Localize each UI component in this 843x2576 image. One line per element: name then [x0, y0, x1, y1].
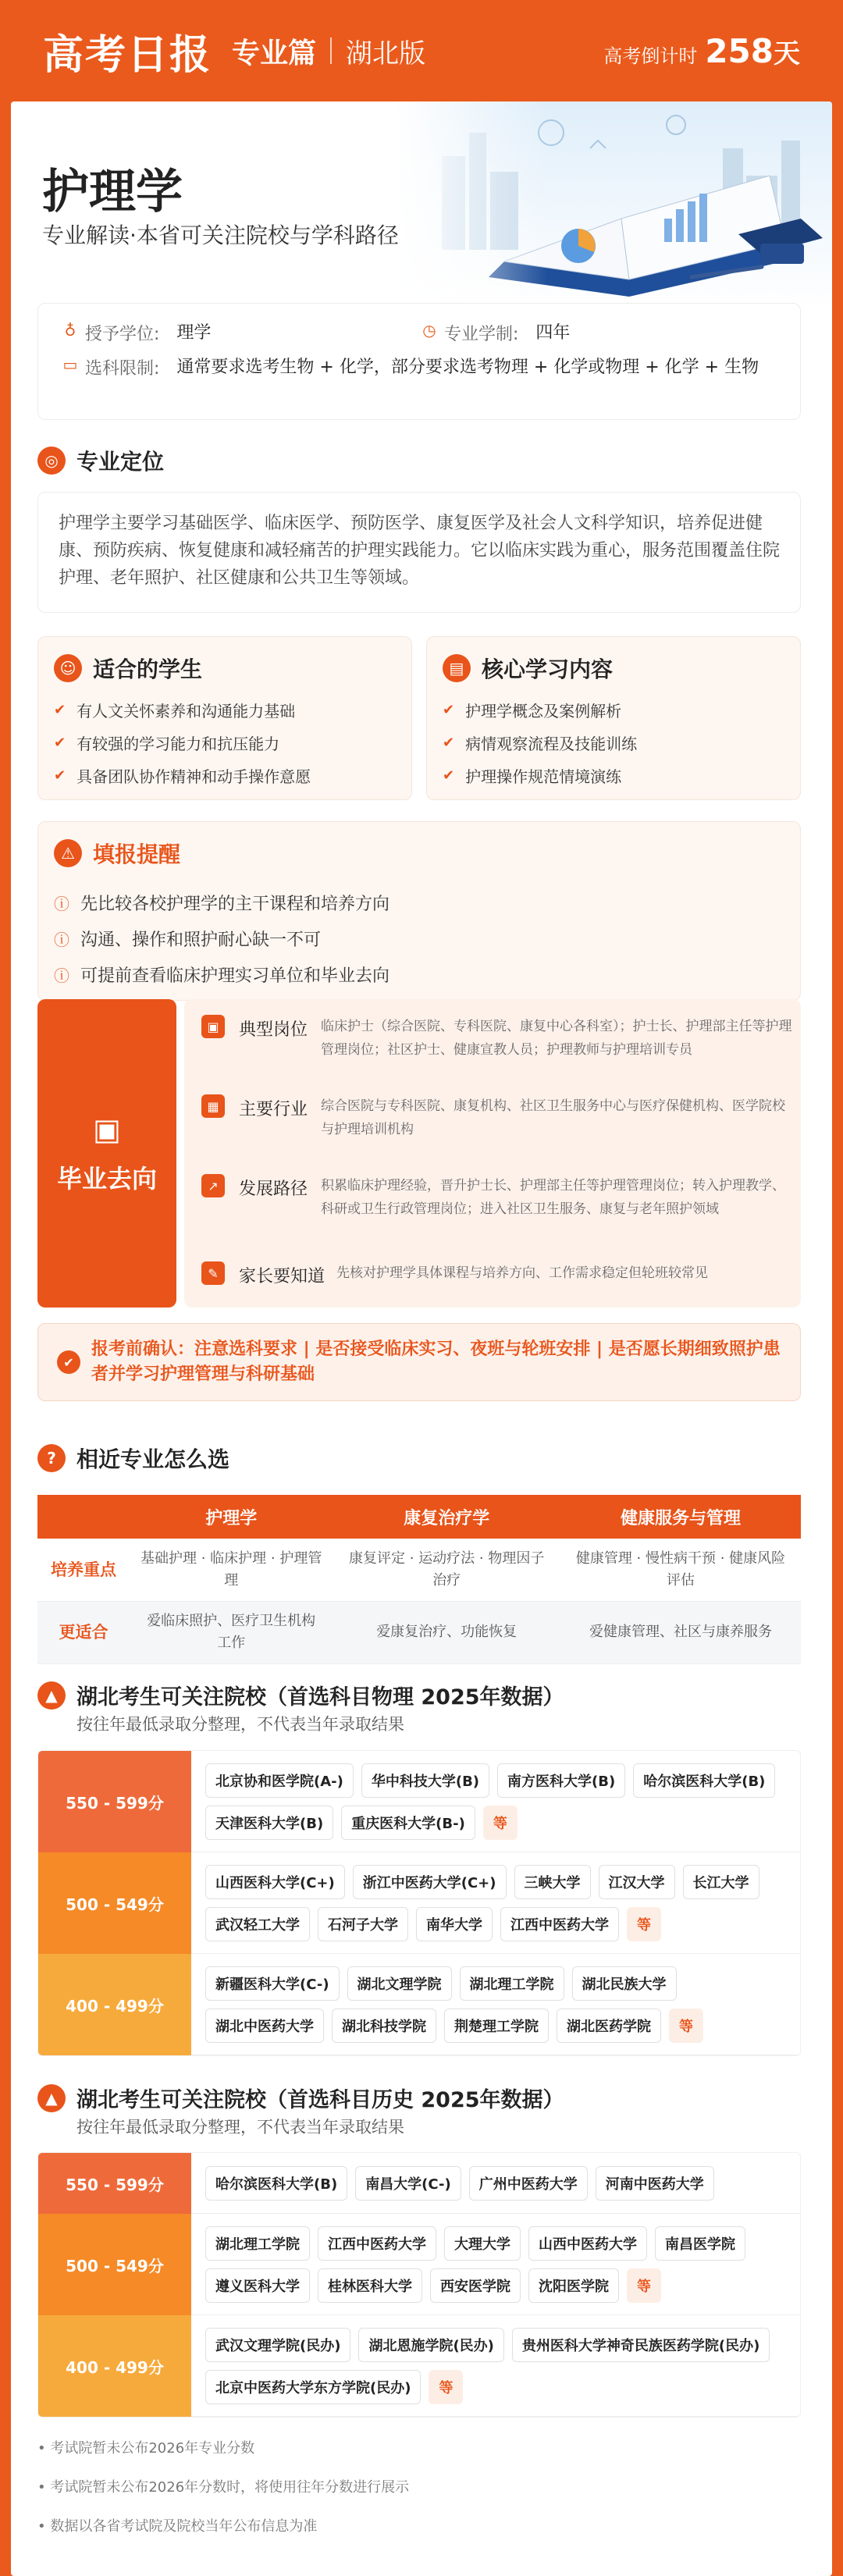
physics-schools-title: 湖北考生可关注院校（首选科目物理 2025年数据） [76, 1685, 564, 1710]
score-range: 500 - 549分 [38, 2214, 191, 2315]
school-chip-list [191, 2214, 800, 2315]
table-corner [37, 1495, 130, 1539]
check-icon: ✔ [443, 701, 455, 718]
check-icon: ✔ [54, 734, 66, 751]
exam-countdown [603, 32, 800, 70]
building-icon: ▦ [201, 1094, 225, 1118]
footnote: • 考试院暂未公布2026年分数时，将使用往年分数进行展示 [37, 2479, 410, 2496]
school-chip: 湖北恩施学院(民办) [358, 2328, 503, 2362]
career-text: 临床护士（综合医院、专科医院、康复中心各科室）；护士长、护理部主任等护理管理岗位；社区护士、健康宣教人员；护理教师与护理培训专员 [321, 1019, 792, 1058]
table-cell: 康复评定 · 运动疗法 · 物理因子治疗 [333, 1539, 560, 1601]
tips-heading [54, 838, 180, 869]
countdown-label: 高考倒计时 [603, 44, 698, 67]
hero-section [11, 101, 832, 308]
score-range: 400 - 499分 [38, 2315, 191, 2417]
more-schools-tag: 等 [627, 2268, 661, 2303]
school-chip-list [191, 2315, 800, 2417]
school-chip: 湖北文理学院 [347, 1966, 452, 2001]
career-panel [37, 999, 176, 1308]
degree-row [62, 321, 211, 346]
score-band-row [38, 1751, 800, 1852]
report-page [11, 101, 832, 2576]
school-chip: 南昌医学院 [655, 2226, 745, 2261]
career-item-industries [201, 1094, 797, 1141]
duration-value: 四年 [535, 323, 571, 343]
table-header [37, 1495, 801, 1539]
school-chip: 河南中医药大学 [596, 2166, 714, 2201]
positioning-card [37, 492, 801, 613]
more-schools-tag: 等 [627, 1907, 661, 1941]
open-book-illustration [395, 101, 832, 308]
career-label: 家长要知道 [239, 1267, 325, 1286]
column-header: 护理学 [130, 1495, 333, 1539]
school-chip: 新疆医科大学(C-) [205, 1966, 340, 2001]
score-band-row [38, 1852, 800, 1954]
ribbon-icon: ♁ [64, 321, 76, 340]
edition-label: 湖北版 [346, 37, 426, 69]
countdown-unit: 天 [774, 37, 800, 69]
positioning-title: 专业定位 [76, 449, 165, 475]
career-details [184, 999, 801, 1308]
list-item: ✔ 具备团队协作精神和动手操作意愿 [54, 767, 311, 786]
list-item: ⓘ 可提前查看临床护理实习单位和毕业去向 [54, 956, 389, 992]
school-chip: 大理大学 [444, 2226, 521, 2261]
table-cell: 爱临床照护、医疗卫生机构工作 [130, 1601, 333, 1663]
check-icon: ✔ [54, 767, 66, 784]
duration-label: 专业学制: [444, 325, 519, 344]
row-label: 更适合 [37, 1601, 130, 1663]
school-chip: 湖北理工学院 [460, 1966, 564, 2001]
school-chip-list [191, 1954, 800, 2055]
school-chip: 西安医学院 [430, 2268, 521, 2303]
open-book-icon: ▤ [443, 654, 471, 682]
school-chip: 江西中医药大学 [318, 2226, 436, 2261]
school-chip: 长江大学 [683, 1865, 759, 1899]
table-cell: 爱康复治疗、功能恢复 [333, 1601, 560, 1663]
history-schools-heading [37, 2083, 564, 2113]
footnote: • 数据以各省考试院及院校当年公布信息为准 [37, 2518, 318, 2535]
school-chip: 武汉轻工大学 [205, 1907, 310, 1941]
school-chip: 北京中医药大学东方学院(民办) [205, 2370, 421, 2404]
school-chip: 北京协和医学院(A-) [205, 1763, 354, 1798]
list-item: ✔ 护理操作规范情境演练 [443, 767, 622, 786]
career-label: 主要行业 [239, 1100, 308, 1119]
suitable-title: 适合的学生 [93, 656, 203, 682]
history-schools-note: 按往年最低录取分整理，不代表当年录取结果 [76, 2118, 404, 2137]
table-cell: 爱健康管理、社区与康养服务 [560, 1601, 801, 1663]
alert-icon: ⓘ [54, 930, 69, 949]
score-range: 550 - 599分 [38, 2153, 191, 2214]
career-title: 毕业去向 [56, 1163, 157, 1194]
compare-heading [37, 1443, 229, 1474]
list-item: ⓘ 先比较各校护理学的主干课程和培养方向 [54, 884, 389, 920]
column-header: 康复治疗学 [333, 1495, 560, 1539]
more-schools-tag: 等 [429, 2370, 463, 2404]
school-chip: 三峡大学 [514, 1865, 591, 1899]
list-item: ⓘ 沟通、操作和照护耐心缺一不可 [54, 920, 389, 956]
school-chip: 南华大学 [416, 1907, 493, 1941]
column-header: 健康服务与管理 [560, 1495, 801, 1539]
school-chip: 石河子大学 [318, 1907, 408, 1941]
subject-label: 选科限制: [85, 359, 160, 379]
physics-schools-note: 按往年最低录取分整理，不代表当年录取结果 [76, 1715, 404, 1734]
career-text: 综合医院与专科医院、康复机构、社区卫生服务中心与医疗保健机构、医学院校与护理培训机构 [321, 1098, 785, 1137]
school-chip: 湖北医药学院 [557, 2008, 661, 2043]
score-band-row [38, 2214, 800, 2315]
career-label: 典型岗位 [239, 1020, 308, 1040]
report-header [0, 0, 843, 101]
degree-value: 理学 [176, 323, 212, 343]
school-chip: 哈尔滨医科大学(B) [633, 1763, 775, 1798]
list-item: ✔ 有人文关怀素养和沟通能力基础 [54, 701, 296, 720]
school-chip: 哈尔滨医科大学(B) [205, 2166, 347, 2201]
school-chip: 湖北民族大学 [572, 1966, 677, 2001]
footnote: • 考试院暂未公布2026年专业分数 [37, 2440, 255, 2457]
header-divider [330, 37, 332, 64]
briefcase-icon: ▣ [93, 1112, 121, 1147]
warning-icon: ⚠ [54, 839, 82, 867]
physics-schools-heading [37, 1680, 564, 1710]
score-range: 550 - 599分 [38, 1751, 191, 1852]
pin-icon: ✎ [201, 1261, 225, 1285]
countdown-days: 258 [705, 31, 774, 70]
school-chip: 武汉文理学院(民办) [205, 2328, 350, 2362]
suitable-heading [54, 653, 202, 684]
school-chip: 山西医科大学(C+) [205, 1865, 345, 1899]
school-chip-list [191, 1751, 800, 1852]
school-chip: 天津医科大学(B) [205, 1806, 333, 1840]
check-icon: ✔ [54, 701, 66, 718]
major-tagline: 专业解读·本省可关注院校与学科路径 [42, 222, 399, 248]
school-chip-list [191, 1852, 800, 1954]
person-icon: ☺ [54, 654, 82, 682]
suitable-card [37, 636, 412, 800]
compare-table [37, 1495, 801, 1664]
positioning-heading [37, 445, 164, 476]
book-icon: ▭ [62, 355, 78, 374]
tips-title: 填报提醒 [93, 841, 181, 867]
career-label: 发展路径 [239, 1179, 308, 1199]
core-list [443, 693, 637, 792]
badge-icon: ▣ [201, 1015, 225, 1038]
career-text: 积累临床护理经验，晋升护士长、护理部主任等护理管理岗位；转入护理教学、科研或卫生行政管理岗位；进入社区卫生服务、康复与老年照护领域 [321, 1178, 785, 1217]
school-chip: 华中科技大学(B) [361, 1763, 489, 1798]
more-schools-tag: 等 [483, 1806, 518, 1840]
score-range: 500 - 549分 [38, 1852, 191, 1954]
table-row [37, 1539, 801, 1601]
school-chip: 重庆医科大学(B-) [341, 1806, 475, 1840]
school-chip: 桂林医科大学 [318, 2268, 422, 2303]
duration-row [421, 321, 570, 346]
graduation-cap-icon: ▲ [37, 2084, 66, 2112]
list-item: ✔ 病情观察流程及技能训练 [443, 734, 638, 753]
more-schools-tag: 等 [669, 2008, 703, 2043]
school-chip: 湖北中医药大学 [205, 2008, 324, 2043]
school-chip: 湖北理工学院 [205, 2226, 310, 2261]
check-circle-icon: ✔ [57, 1350, 80, 1374]
suitable-list [54, 693, 311, 792]
school-chip-list [191, 2153, 800, 2214]
major-info-card [37, 303, 801, 420]
career-item-parents [201, 1261, 797, 1287]
school-chip: 南方医科大学(B) [497, 1763, 625, 1798]
score-band-row [38, 1954, 800, 2055]
confirm-banner [37, 1323, 801, 1401]
compass-icon: ◎ [37, 447, 66, 475]
career-item-path [201, 1174, 797, 1221]
career-item-positions [201, 1015, 797, 1062]
positioning-text: 护理学主要学习基础医学、临床医学、预防医学、康复医学及社会人文科学知识，培养促进健康、预防疾病、恢复健康和减轻痛苦的护理实践能力。它以临床实践为重心，服务范围覆盖住院护理、老年照护、社区健康和公共卫生等领域。 [59, 514, 781, 588]
score-band-row [38, 2315, 800, 2417]
row-label: 培养重点 [37, 1539, 130, 1601]
physics-score-bands [37, 1750, 801, 2056]
school-chip: 江西中医药大学 [500, 1907, 619, 1941]
clock-icon: ◷ [422, 321, 436, 340]
compare-title: 相近专业怎么选 [76, 1446, 230, 1472]
question-icon: ? [37, 1444, 66, 1472]
school-chip: 湖北科技学院 [332, 2008, 436, 2043]
school-chip: 江汉大学 [599, 1865, 675, 1899]
school-chip: 沈阳医学院 [528, 2268, 619, 2303]
score-range: 400 - 499分 [38, 1954, 191, 2055]
career-text: 先核对护理学具体课程与培养方向、工作需求稳定但轮班较常见 [336, 1265, 708, 1281]
section-label: 专业篇 [232, 37, 317, 69]
history-schools-title: 湖北考生可关注院校（首选科目历史 2025年数据） [76, 2088, 564, 2112]
table-cell: 基础护理 · 临床护理 · 护理管理 [130, 1539, 333, 1601]
core-card [426, 636, 801, 800]
subject-value: 通常要求选考生物 + 化学，部分要求选考物理 + 化学或物理 + 化学 + 生物 [176, 358, 759, 377]
alert-icon: ⓘ [54, 966, 69, 985]
core-heading [443, 653, 613, 684]
degree-label: 授予学位: [85, 325, 160, 344]
graduation-cap-icon: ▲ [37, 1681, 66, 1710]
school-chip: 山西中医药大学 [528, 2226, 647, 2261]
school-chip: 遵义医科大学 [205, 2268, 310, 2303]
confirm-text: 报考前确认：注意选科要求 | 是否接受临床实习、夜班与轮班安排 | 是否愿长期细致照护患者并学习护理管理与科研基础 [91, 1340, 781, 1384]
brand-title: 高考日报 [43, 31, 212, 79]
list-item: ✔ 有较强的学习能力和抗压能力 [54, 734, 280, 753]
school-chip: 广州中医药大学 [469, 2166, 588, 2201]
score-band-row [38, 2153, 800, 2214]
tips-list [54, 884, 389, 992]
tips-card [37, 821, 801, 1001]
major-title: 护理学 [42, 165, 183, 219]
list-item: ✔ 护理学概念及案例解析 [443, 701, 622, 720]
table-row [37, 1601, 801, 1663]
history-score-bands [37, 2152, 801, 2418]
check-icon: ✔ [443, 734, 455, 751]
subject-row [62, 355, 780, 380]
school-chip: 荆楚理工学院 [444, 2008, 549, 2043]
core-title: 核心学习内容 [482, 656, 614, 682]
alert-icon: ⓘ [54, 894, 69, 913]
trend-up-icon: ↗ [201, 1174, 225, 1197]
table-cell: 健康管理 · 慢性病干预 · 健康风险评估 [560, 1539, 801, 1601]
school-chip: 南昌大学(C-) [355, 2166, 461, 2201]
school-chip: 浙江中医药大学(C+) [353, 1865, 507, 1899]
school-chip: 贵州医科大学神奇民族医药学院(民办) [512, 2328, 770, 2362]
check-icon: ✔ [443, 767, 455, 784]
